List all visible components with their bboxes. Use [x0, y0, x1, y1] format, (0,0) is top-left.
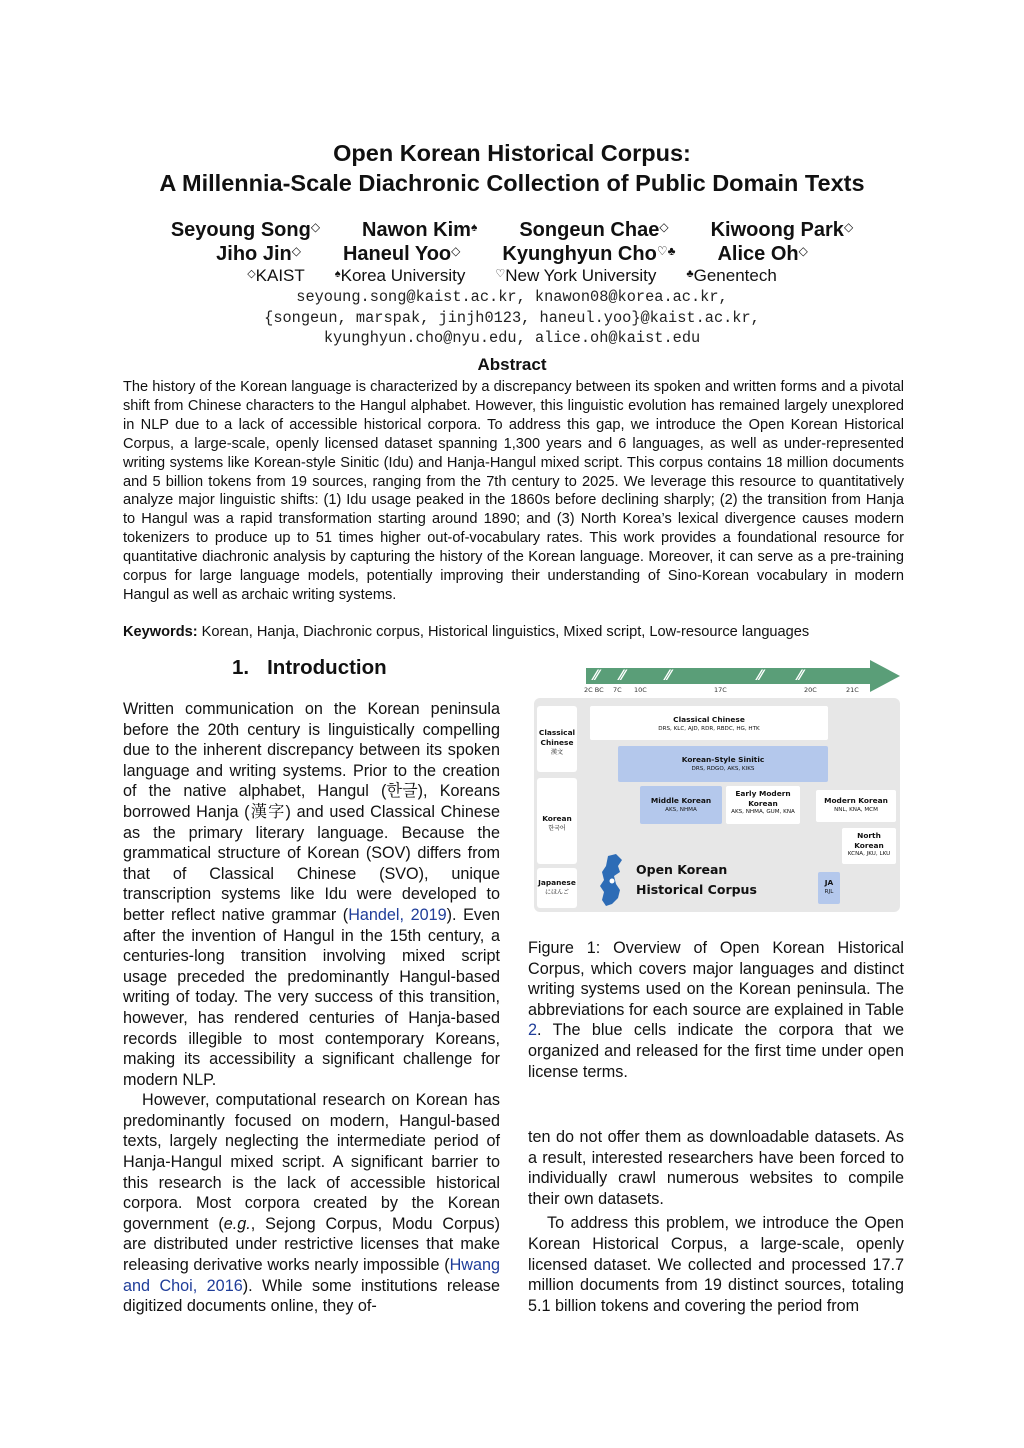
cell-sources: KCNA, JKU, LKU: [847, 851, 891, 857]
section-number: 1.: [232, 656, 250, 679]
cell-classical-chinese: [590, 706, 828, 740]
cell-name: Modern Korean: [824, 796, 888, 805]
affiliation-name: Korea University: [340, 266, 466, 285]
text-run: , Sejong Corpus, Modu Corpus) are distributed under restrictive licenses that make releasing derivative works nearly impossible (: [123, 1214, 500, 1275]
timeline-arrow-head: [870, 660, 900, 692]
lang-native: 漢文: [550, 749, 563, 756]
intro-paragraph-1: [123, 699, 500, 1090]
timeline-break-icon: ⁄⁄: [798, 668, 803, 684]
affiliation-mark: ♡: [495, 268, 506, 280]
cell-ja: [818, 872, 840, 904]
author-mark: ♠: [470, 220, 478, 234]
author-mark: ◇: [659, 220, 669, 234]
affiliation-mark: ◇: [247, 268, 256, 280]
affiliation: [686, 265, 776, 287]
affiliation-name: KAIST: [255, 266, 305, 285]
text-run: . The blue cells indicate the corpora that we organized and released for the first time under open license terms.: [528, 1021, 904, 1081]
section-title: Introduction: [267, 656, 387, 679]
author: [717, 242, 807, 266]
timeline-break-icon: ⁄⁄: [666, 668, 671, 684]
affiliation: [335, 265, 466, 287]
author-mark: ◇: [310, 220, 321, 234]
timeline-break-icon: ⁄⁄: [758, 668, 763, 684]
affiliation: [247, 265, 305, 287]
author-name: Nawon Kim: [362, 219, 471, 241]
author-name: Songeun Chae: [519, 219, 660, 241]
author-name: Seyoung Song: [170, 219, 311, 241]
cell-sources: NNL, KNA, MCM: [834, 806, 878, 813]
cell-name: North: [857, 831, 881, 840]
author-row-2: [0, 242, 1024, 266]
cell-name: Early Modern: [735, 789, 791, 798]
author-name: Kyunghyun Cho: [502, 243, 657, 265]
citation-link[interactable]: Hwang and Choi, 2016: [123, 1256, 500, 1295]
corpus-label-line: Open Korean: [636, 862, 728, 877]
author: [362, 218, 477, 242]
author-mark: ◇: [798, 244, 808, 258]
author-name: Alice Oh: [717, 243, 799, 265]
author: [216, 242, 301, 266]
cell-early-modern-korean: [726, 786, 800, 824]
timeline-tick: 10C: [634, 686, 647, 694]
cell-name: Classical Chinese: [673, 715, 745, 724]
text-run: ). Even after the invention of Hangul in the 15th century, a centuries-long transition involving mixed script usage preceded the predominantly Hangul-based writing of today. The very success of this transition, however, has rendered centuries of Hanja-based records illegible to most contemporary Koreans, making its accessibility a significant challenge for modern NLP.: [123, 905, 500, 1089]
lang-native: にほんご: [544, 889, 569, 896]
cell-north-korean: [842, 828, 896, 864]
cell-modern-korean: [816, 790, 896, 822]
cell-sources: AKS, NHMA, GUM, KNA: [731, 809, 795, 815]
title-line-1: Open Korean Historical Corpus:: [333, 140, 691, 166]
lang-name: Classical: [538, 728, 576, 737]
author-row-1: [0, 218, 1024, 242]
lang-label-korean: [537, 778, 577, 864]
author-name: Jiho Jin: [216, 243, 292, 265]
intro-paragraph-2-continued: ten do not offer them as downloadable datasets. As a result, interested researchers have been forced to individually crawl numerous websites to compile their own datasets.: [528, 1128, 904, 1208]
lang-name: Japanese: [538, 878, 576, 887]
cell-name: Korean: [748, 798, 778, 808]
affiliation-mark: ♠: [334, 268, 341, 280]
timeline-tick: 17C: [714, 686, 727, 694]
figure-caption: [528, 938, 904, 1082]
author-name: Haneul Yoo: [342, 243, 452, 265]
text-run: ). While some institutions release digitized documents online, they of-: [123, 1276, 500, 1316]
lang-label-japanese: [537, 868, 577, 908]
author-emails: [0, 287, 1024, 349]
abstract-text: The history of the Korean language is characterized by a discrepancy between its spoken and written forms and a pivotal shift from Chinese characters to the Hangul alphabet. However, this linguistic evolution has remained largely unexplored in NLP due to a lack of accessible historical corpora. To address this gap, we introduce the Open Korean Historical Corpus, a large-scale, openly licensed dataset spanning 1,300 years and 6 languages, as well as under-represented writing systems like Korean-style Sinitic (Idu) and Hanja-Hangul mixed script. This corpus contains 18 million documents and 5 billion tokens from 19 sources, ranging from the 7th century to 2025. We leverage this resource to quantitatively analyze major linguistic shifts: (1) Idu usage peaked in the 1860s before declining sharply; (2) the transition from Hanja to Hangul was a rapid transformation starting around 1890; and (3) North Korea’s lexical divergence causes modern tokenizers to produce up to 51 times higher out-of-vocabulary rates. This work provides a foundational resource for quantitative diachronic analysis by capturing the history of the Korean language. Moreover, it can serve as a pre-training corpus for large language models, potentially improving their understanding of Sino-Korean vocabulary in modern Hangul as well as archaic writing systems.: [123, 379, 904, 603]
cell-name: Korean-Style Sinitic: [681, 755, 765, 764]
cell-name: Middle Korean: [650, 796, 712, 805]
cell-name: JA: [824, 878, 834, 887]
affiliation-mark: ♣: [686, 268, 694, 280]
left-column: [123, 699, 500, 1317]
author: [519, 218, 668, 242]
keywords: [123, 623, 904, 642]
text-run: Figure 1: Overview of Open Korean Historical Corpus, which covers major languages and distinct writing systems used on the Korean peninsula. The abbreviations for each source are explained in Table: [528, 939, 904, 1019]
figure-1: [530, 658, 904, 916]
paper-title: [0, 138, 1024, 198]
author: [502, 242, 675, 266]
timeline-tick: 2C BC: [584, 686, 604, 694]
email-line: seyoung.song@kaist.ac.kr, knawon08@korea.ac.kr,: [296, 288, 728, 306]
section-heading: [232, 656, 387, 680]
corpus-label: [636, 860, 757, 900]
text-run: However, computational research on Korean has predominantly focused on modern, Hangul-based texts, largely neglecting the intermediate period of Hanja-Hangul mixed script. A significant barrier to this research is the lack of accessible historical corpora. Most corpora created by the Korean government (: [123, 1091, 500, 1233]
intro-paragraph-3: To address this problem, we introduce the Open Korean Historical Corpus, a large-scale, openly licensed dataset. We collected and processed 17.7 million documents from 19 distinct sources, totaling 5.1 billion tokens and covering the period from: [528, 1214, 904, 1315]
corpus-label-line: Historical Corpus: [636, 882, 757, 897]
timeline-break-icon: ⁄⁄: [620, 668, 625, 684]
email-line: kyunghyun.cho@nyu.edu, alice.oh@kaist.edu: [323, 329, 701, 347]
author: [343, 242, 460, 266]
author-mark: ♡♣: [656, 244, 676, 258]
timeline-tick: 21C: [846, 686, 859, 694]
cell-sources: RJL: [824, 888, 834, 895]
author: [711, 218, 854, 242]
timeline-tick: 20C: [804, 686, 817, 694]
text-run: Written communication on the Korean peninsula before the 20th century is linguistically compelling due to the inherent discrepancy between its spoken language and writing systems. Prior to the creation of the native alphabet, Hangul (한글), Koreans borrowed Hanja (漢字) and used Classical Chinese as the primary literary language. Because the grammatical structure of Korean (SOV) differs from that of Classical Chinese (SVO), unique transcription systems like Idu were developed to better reflect native grammar (: [123, 700, 500, 924]
author-mark: ◇: [843, 220, 854, 234]
affiliations: [0, 265, 1024, 287]
affiliation-name: Genentech: [693, 266, 777, 285]
email-line: {songeun, marspak, jinjh0123, haneul.yoo}@kaist.ac.kr,: [264, 308, 760, 327]
lang-name: Korean: [542, 814, 572, 823]
affiliation: [495, 265, 656, 287]
keywords-label: Keywords:: [123, 624, 198, 640]
cell-name: Korean: [854, 840, 884, 850]
right-column: [528, 1127, 904, 1316]
timeline-break-icon: ⁄⁄: [594, 668, 599, 684]
text-run: e.g.: [223, 1214, 251, 1233]
cell-sources: DRS, KLC, AJD, RDR, RBDC, HG, HTK: [658, 725, 760, 732]
citation-link[interactable]: Handel, 2019: [348, 905, 447, 924]
author-name: Kiwoong Park: [710, 219, 844, 241]
korea-map-icon: [598, 854, 626, 908]
lang-native: 한국어: [548, 825, 566, 832]
cell-korean-style-sinitic: [618, 746, 828, 782]
title-line-2: A Millennia-Scale Diachronic Collection of Public Domain Texts: [159, 170, 865, 196]
abstract-heading: Abstract: [477, 355, 547, 374]
keywords-list: Korean, Hanja, Diachronic corpus, Historical linguistics, Mixed script, Low-resource languages: [197, 624, 810, 640]
affiliation-name: New York University: [505, 266, 657, 285]
cell-sources: AKS, NHMA: [665, 806, 697, 813]
cell-sources: DRS, RDGO, AKS, KIKS: [691, 765, 755, 772]
lang-label-classical-chinese: [537, 706, 577, 772]
cell-middle-korean: [640, 786, 722, 824]
timeline-tick: 7C: [613, 686, 622, 694]
author-mark: ◇: [451, 244, 461, 258]
lang-name: Chinese: [540, 738, 574, 747]
table-reference-link[interactable]: 2: [528, 1021, 538, 1040]
intro-paragraph-2: [123, 1090, 500, 1317]
author: [171, 218, 320, 242]
author-mark: ◇: [291, 244, 301, 258]
